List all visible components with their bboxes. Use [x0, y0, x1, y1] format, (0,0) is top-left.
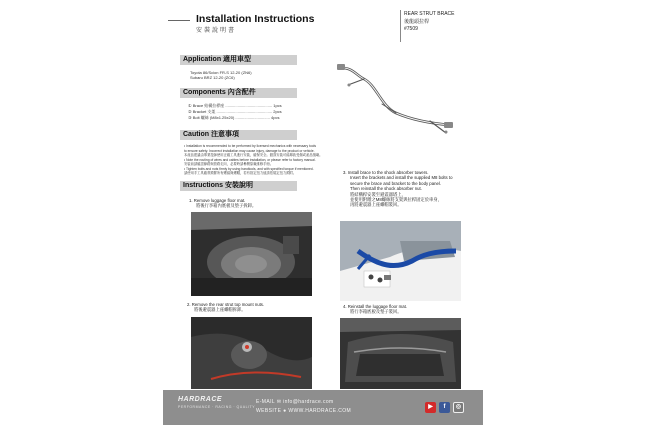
bracket-left-shape: [337, 64, 345, 70]
component-item: ② Bracket 支架 .................................................. 2pcs: [188, 108, 282, 114]
header-divider: [400, 10, 401, 42]
components-heading: Components 內含配件: [180, 88, 297, 98]
instruction-sheet: [163, 7, 483, 425]
bracket-right-shape: [444, 122, 453, 128]
step-4: 4. Reinstall the luggage floor mat. 將行李箱底板及墊子裝回。: [343, 304, 408, 315]
globe-icon: ●: [283, 408, 287, 414]
product-name: REAR STRUT BRACE: [404, 11, 455, 17]
step-4-photo: [340, 318, 461, 389]
component-item: ③ Bolt 螺絲 (M8x1.25x20) ............................... 4pcs: [188, 114, 280, 120]
caution-heading: Caution 注意事項: [180, 130, 297, 140]
website-link[interactable]: WWW.HARDRACE.COM: [288, 408, 352, 414]
step-2: 2. Remove the rear strut top mount nuts. 將後避震器上座螺帽拆卸。: [187, 302, 265, 313]
facebook-icon[interactable]: f: [439, 402, 450, 413]
application-line: Subaru BRZ 12-20 (ZC6): [190, 75, 235, 80]
email-link[interactable]: info@hardrace.com: [283, 399, 334, 405]
strut-brace-diagram: [334, 59, 459, 134]
header-rule: [168, 20, 190, 21]
step-3: 3. Install brace to the shock absorber towers. Insert the brackets and install the supplied M8 bolts to secure the brace and bracket to the body panel. Then reinstall the shock absorber nut. 將結構桿安裝至避震器塔上， 並使用附贈之M8螺絲將支架與拉桿固定於車身， 再將避震器上座螺帽裝回。: [343, 170, 453, 208]
step-1: 1. Remove luggage floor mat. 將後行李箱內底板及墊子拆卸。: [189, 198, 257, 209]
contact-info: [256, 398, 351, 416]
page-title: Installation Instructions: [196, 13, 315, 25]
application-heading: Application 適用車型: [180, 55, 297, 65]
step-2-photo: [191, 317, 312, 389]
website-line: WEBSITE ● WWW.HARDRACE.COM: [256, 408, 352, 414]
caution-text: • Installation is recommended to be performed by licensed mechanics with necessary tools to ensure safety. Incorrect installation may cause injury, damage to the product or vehicle. 本產品建議由專業技師使用正確工具進行安裝，確保安全。錯誤安裝可能導致受傷或產品損壞。 • Note the routing of wires and cables before installation, or please refer to factory manual. 安裝前請確認線路與管路走向，必要時請參閱原廠維修手冊。 • Tighten bolts and nuts firmly by using handtools, and with specified torque if mentioned. 請使用手工具確實鎖緊所有螺絲與螺帽，若有指定扭力值請依規定扭力鎖附。: [184, 144, 323, 175]
brand-logo: HARDRACE: [178, 396, 223, 403]
product-info: [404, 11, 454, 34]
youtube-icon[interactable]: ▶: [425, 402, 436, 413]
page-title-cn: 安裝說明書: [196, 28, 237, 34]
component-item: ① Brace 結構拉桿座 .......................................... 1pcs: [188, 103, 282, 108]
product-name-cn: 後龍頭拉桿: [404, 18, 430, 25]
step-1-photo: [191, 212, 312, 296]
email-line: E-MAIL ✉ info@hardrace.com: [256, 399, 334, 405]
brand-tagline: PERFORMANCE · RACING · QUALITY: [178, 405, 256, 409]
components-list: [188, 103, 282, 120]
mail-icon: ✉: [276, 399, 282, 405]
application-line: Toyota 86/Scion FR-S 12-20 (ZN6): [190, 70, 252, 75]
application-list: [190, 70, 252, 80]
part-number: #7509: [404, 26, 418, 32]
instructions-heading: Instructions 安裝說明: [180, 181, 297, 191]
footer: [163, 390, 483, 425]
wechat-icon[interactable]: ◎: [453, 402, 464, 413]
step-3-photo: [340, 221, 461, 301]
